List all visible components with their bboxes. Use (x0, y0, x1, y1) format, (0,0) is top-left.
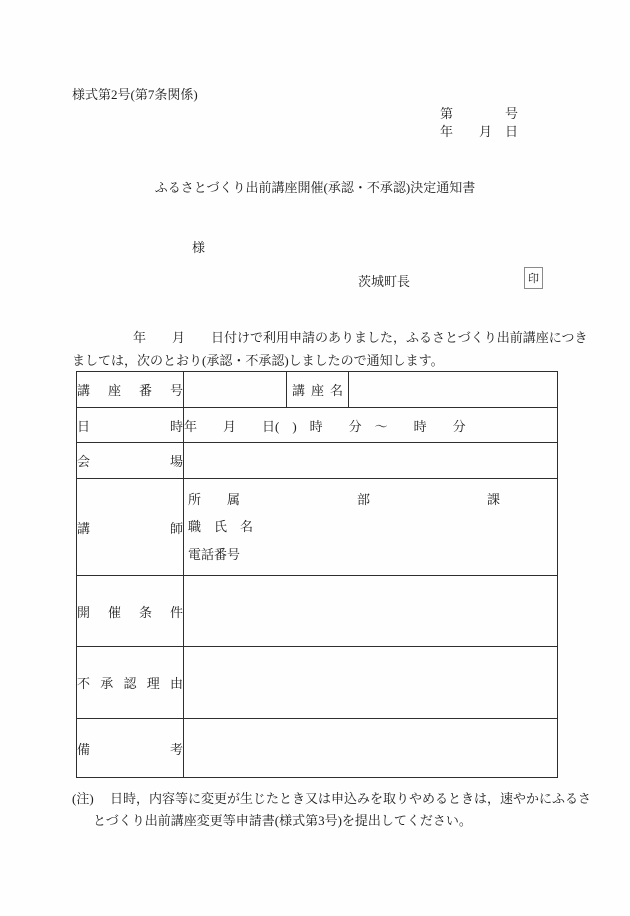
note-marker: (注) (72, 791, 94, 806)
venue-value-cell (184, 443, 558, 479)
table-row (77, 443, 558, 479)
conditions-label-cell (77, 576, 184, 647)
notice-form-table (76, 371, 558, 778)
datetime-label: 日 時 (77, 418, 183, 434)
course-number-value-cell (184, 372, 287, 408)
lecturer-phone-line: 電話番号 (188, 546, 241, 562)
conditions-label: 開 催 条 件 (77, 604, 183, 620)
course-name-label: 講 座 名 (292, 383, 343, 398)
remarks-label: 備 考 (77, 741, 183, 757)
course-name-value-cell (349, 372, 558, 408)
table-row (77, 479, 558, 576)
issue-date-line: 年 月 日 (440, 124, 519, 139)
disapproval-reason-label-cell (77, 647, 184, 719)
body-paragraph-line1: 年 月 日付けで利用申請のありました，ふるさとづくり出前講座につき (133, 330, 588, 345)
datetime-value-cell: 年 月 日( ) 時 分 ～ 時 分 (184, 408, 558, 443)
lecturer-label: 講 師 (77, 520, 183, 536)
document-title: ふるさとづくり出前講座開催(承認・不承認)決定通知書 (154, 180, 476, 195)
lecturer-label-cell (77, 479, 184, 576)
document-number-line: 第 号 (440, 106, 519, 121)
addressee-honorific: 様 (192, 240, 206, 255)
seal-character: 印 (528, 273, 539, 285)
disapproval-reason-value-cell (184, 647, 558, 719)
course-number-label-cell (77, 372, 184, 408)
course-name-label-cell (287, 372, 349, 408)
seal-mark (524, 267, 543, 289)
table-row (77, 408, 558, 443)
table-row (77, 647, 558, 719)
lecturer-value-cell (184, 479, 558, 576)
form-reference: 様式第2号(第7条関係) (72, 87, 198, 102)
body-paragraph-line2: ましては，次のとおり(承認・不承認)しましたので通知します。 (72, 353, 444, 368)
remarks-label-cell (77, 719, 184, 778)
note-line2: とづくり出前講座変更等申請書(様式第3号)を提出してください。 (93, 813, 472, 828)
table-row (77, 576, 558, 647)
table-row (77, 372, 558, 408)
venue-label: 会 場 (77, 454, 183, 469)
disapproval-reason-label: 不 承 認 理 由 (77, 676, 183, 691)
issuer-name: 茨城町長 (358, 274, 411, 289)
conditions-value-cell (184, 576, 558, 647)
datetime-label-cell (77, 408, 184, 443)
remarks-value-cell (184, 719, 558, 778)
note-line1: 日時，内容等に変更が生じたとき又は申込みを取りやめるときは，速やかにふるさ (110, 791, 592, 806)
lecturer-name-line: 職 氏 名 (188, 519, 254, 534)
lecturer-affiliation-line: 所 属 部 課 (188, 491, 501, 507)
venue-label-cell (77, 443, 184, 479)
table-row (77, 719, 558, 778)
course-number-label: 講 座 番 号 (77, 383, 183, 398)
